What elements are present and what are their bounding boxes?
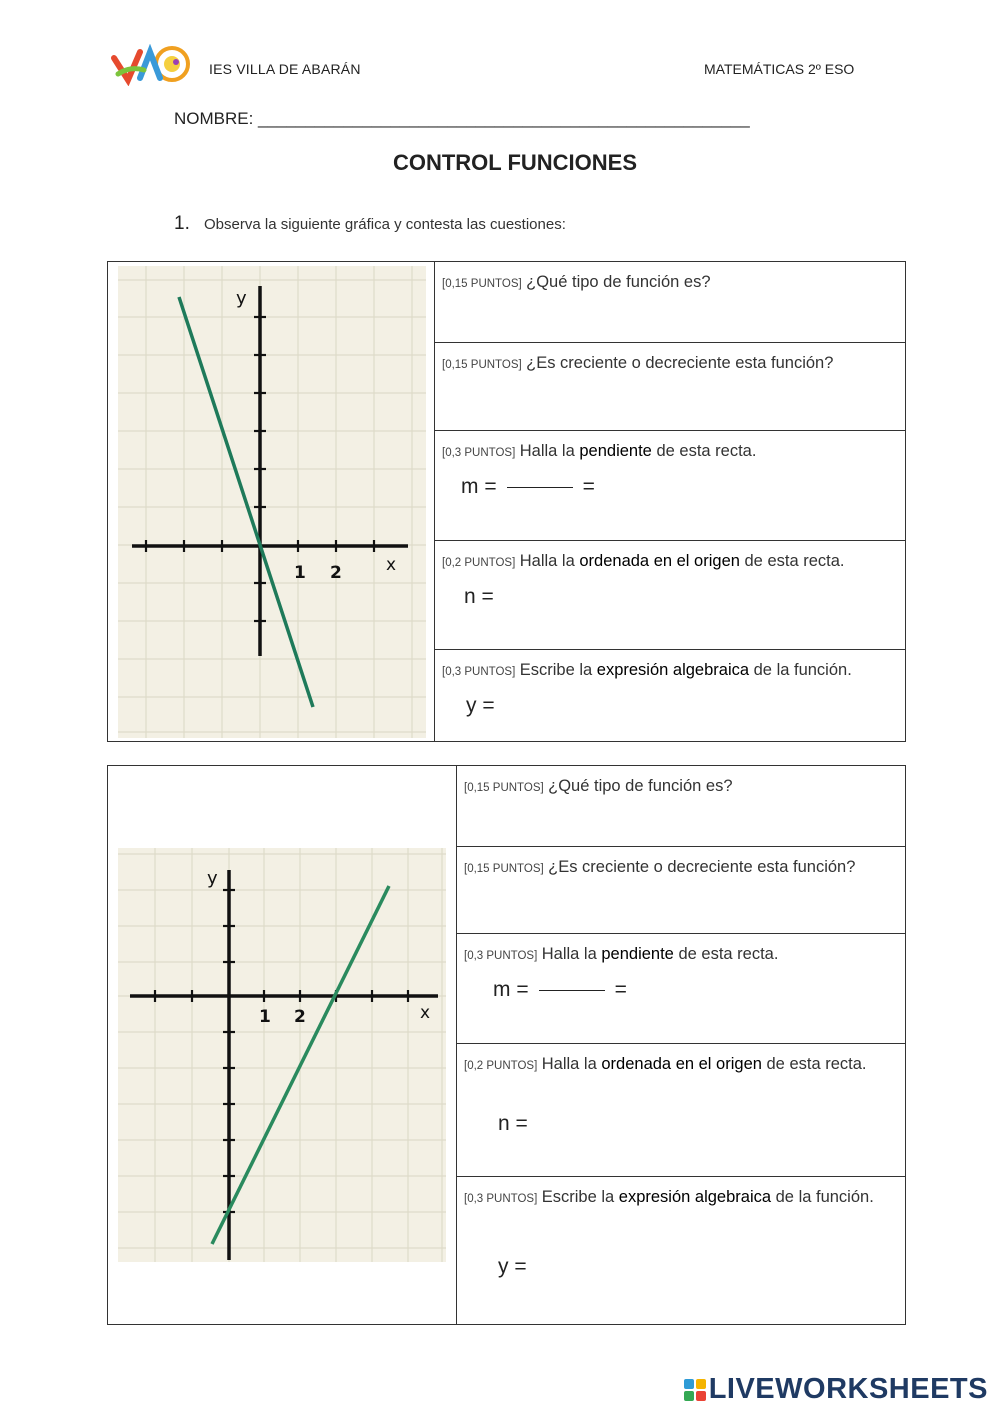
y-axis-label: y xyxy=(207,868,218,889)
tick-label-2: 2 xyxy=(294,1007,306,1027)
question-row xyxy=(456,1177,905,1324)
liveworksheets-icon xyxy=(684,1376,706,1398)
question-row xyxy=(434,343,905,431)
question-row xyxy=(456,847,905,934)
y-axis-label: y xyxy=(236,288,247,309)
questions-column xyxy=(434,262,905,741)
school-logo-icon xyxy=(110,44,192,86)
question-number: 1. xyxy=(174,213,190,234)
question-row xyxy=(434,541,905,650)
exercise-2 xyxy=(107,765,906,1325)
graph-decreasing xyxy=(108,262,434,741)
tick-label-1: 1 xyxy=(294,563,306,583)
fraction-bar xyxy=(539,990,605,991)
tick-label-1: 1 xyxy=(259,1007,271,1027)
question-row xyxy=(456,766,905,847)
keyword: ordenada en el origen xyxy=(601,1055,762,1073)
points-label: [0,3 PUNTOS] xyxy=(442,447,516,459)
question-text: Escribe la expresión algebraica de la función. xyxy=(519,661,852,679)
keyword: pendiente xyxy=(579,442,652,460)
points-label: [0,2 PUNTOS] xyxy=(464,1060,538,1072)
x-axis-label: x xyxy=(386,555,397,575)
expression-answer[interactable]: y = xyxy=(466,694,495,717)
tick-label-2: 2 xyxy=(330,563,342,583)
page-title: CONTROL FUNCIONES xyxy=(392,150,638,175)
points-label: [0,3 PUNTOS] xyxy=(442,666,516,678)
intercept-answer[interactable]: n = xyxy=(498,1112,528,1135)
keyword: pendiente xyxy=(601,945,674,963)
graph-cell xyxy=(108,262,435,741)
liveworksheets-brand xyxy=(684,1373,988,1406)
points-label: [0,15 PUNTOS] xyxy=(464,782,544,794)
question-text: Halla la ordenada en el origen de esta recta. xyxy=(541,1055,867,1073)
x-axis-label: x xyxy=(420,1003,431,1023)
graph-background xyxy=(118,848,446,1262)
question-row xyxy=(434,431,905,541)
brand-text: LIVEWORKSHEETS xyxy=(708,1373,988,1405)
points-label: [0,15 PUNTOS] xyxy=(464,863,544,875)
question-text: Escribe la expresión algebraica de la función. xyxy=(541,1188,874,1206)
question-text: ¿Qué tipo de función es? xyxy=(548,777,733,795)
question-text: Observa la siguiente gráfica y contesta las cuestiones: xyxy=(204,216,566,233)
question-text: Halla la pendiente de esta recta. xyxy=(519,442,757,460)
points-label: [0,15 PUNTOS] xyxy=(442,278,522,290)
name-field[interactable]: NOMBRE: ____________________________________________________ xyxy=(174,109,750,128)
intercept-answer[interactable]: n = xyxy=(464,585,494,608)
keyword: expresión algebraica xyxy=(618,1188,772,1206)
question-text: ¿Qué tipo de función es? xyxy=(526,273,711,291)
slope-answer[interactable]: m = = xyxy=(493,978,627,1001)
points-label: [0,2 PUNTOS] xyxy=(442,557,516,569)
keyword: ordenada en el origen xyxy=(579,552,740,570)
question-row xyxy=(434,262,905,343)
question-row xyxy=(456,934,905,1044)
question-text: Halla la ordenada en el origen de esta recta. xyxy=(519,552,845,570)
question-text: Halla la pendiente de esta recta. xyxy=(541,945,779,963)
exercise-1 xyxy=(107,261,906,742)
question-row xyxy=(456,1044,905,1177)
keyword: expresión algebraica xyxy=(596,661,750,679)
slope-answer[interactable]: m = = xyxy=(461,475,595,498)
school-name: IES VILLA DE ABARÁN xyxy=(209,61,361,77)
points-label: [0,3 PUNTOS] xyxy=(464,1193,538,1205)
question-text: ¿Es creciente o decreciente esta función? xyxy=(526,354,834,372)
graph-background xyxy=(118,266,426,738)
fraction-bar xyxy=(507,487,573,488)
points-label: [0,3 PUNTOS] xyxy=(464,950,538,962)
graph-increasing xyxy=(108,766,456,1324)
expression-answer[interactable]: y = xyxy=(498,1255,527,1278)
questions-column xyxy=(456,766,905,1324)
subject-name: MATEMÁTICAS 2º ESO xyxy=(704,61,855,77)
points-label: [0,15 PUNTOS] xyxy=(442,359,522,371)
question-row xyxy=(434,650,905,741)
question-text: ¿Es creciente o decreciente esta función? xyxy=(548,858,856,876)
graph-cell xyxy=(108,766,457,1324)
